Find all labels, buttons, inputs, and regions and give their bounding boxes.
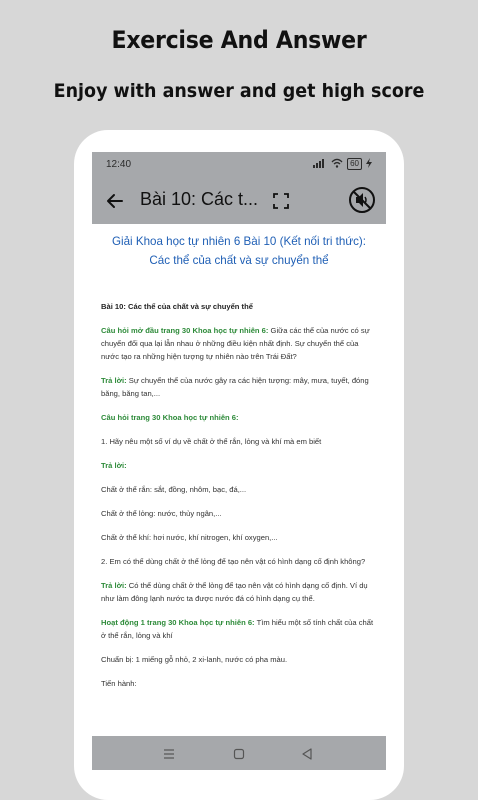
question-label: Câu hỏi mở đầu trang 30 Khoa học tự nhiên 6: — [101, 326, 269, 335]
question-1: 1. Hãy nêu một số ví dụ về chất ở thể rắn, lỏng và khí mà em biết — [101, 437, 322, 446]
promo-title: Exercise And Answer — [111, 26, 367, 54]
system-nav-bar — [92, 736, 386, 770]
app-bar — [92, 178, 386, 224]
article-content — [92, 224, 386, 736]
app-bar-title: Bài 10: Các t... — [140, 189, 259, 209]
phone-frame — [74, 130, 404, 800]
moon-icon[interactable] — [310, 191, 328, 209]
answer-opening — [101, 374, 377, 400]
preparation: Chuẩn bị: 1 miếng gỗ nhỏ, 2 xi-lanh, nước có pha màu. — [101, 655, 288, 664]
activity-text: Tìm hiểu một số tính chất của chất ở thể rắn, lỏng và khí — [101, 618, 374, 640]
mute-icon[interactable] — [348, 186, 376, 214]
back-arrow-icon[interactable] — [104, 190, 126, 212]
question-2: 2. Em có thể dùng chất ở thể lỏng để tạo nên vật có hình dạng cố định không? — [101, 557, 366, 566]
status-icons — [313, 158, 372, 170]
answer-text: Có thể dùng chất ở thể lỏng để tạo nên vật có hình dạng cố định. Ví dụ như làm đông lạnh nước ta được nước đá có hình dạng cụ thể. — [101, 581, 368, 603]
charging-icon — [366, 158, 372, 170]
answer-gas: Chất ở thể khí: hơi nước, khí nitrogen, khí oxygen,... — [101, 533, 278, 542]
answer-solid: Chất ở thể rắn: sắt, đồng, nhôm, bạc, đá,... — [101, 485, 247, 494]
article-body — [101, 300, 377, 690]
answer-label: Trả lời: — [101, 461, 127, 470]
question-text: Giữa các thể của nước có sự chuyển đổi qua lại lẫn nhau ở những điều kiện nhất định. Sự chuyển thể của nước tạo ra những hiện tượng tự nhiên nào trên Trái Đất? — [101, 326, 370, 361]
signal-icon — [313, 158, 327, 170]
article-title: Giải Khoa học tự nhiên 6 Bài 10 (Kết nối tri thức): Các thể của chất và sự chuyển thể — [112, 235, 366, 267]
status-bar — [92, 152, 386, 178]
activity-1 — [101, 616, 377, 642]
answer-label: Trả lời: — [101, 581, 127, 590]
procedure: Tiến hành: — [101, 679, 137, 688]
phone-screen — [92, 152, 386, 770]
answer-2 — [101, 579, 377, 605]
back-triangle-icon[interactable] — [300, 746, 314, 760]
battery-icon: 60 — [347, 158, 362, 170]
wifi-icon — [331, 158, 343, 170]
question-opening — [101, 324, 377, 363]
section-heading: Câu hỏi trang 30 Khoa học tự nhiên 6: — [101, 413, 239, 422]
activity-label: Hoạt động 1 trang 30 Khoa học tự nhiên 6: — [101, 618, 255, 627]
answer-text: Sự chuyển thể của nước gây ra các hiện tượng: mây, mưa, tuyết, đóng băng, băng tan,... — [101, 376, 369, 398]
status-time: 12:40 — [106, 159, 132, 170]
answer-label: Trả lời: — [101, 376, 127, 385]
promo-subtitle: Enjoy with answer and get high score — [53, 80, 425, 102]
menu-icon[interactable] — [162, 746, 176, 760]
article-heading: Bài 10: Các thể của chất và sự chuyển thể — [101, 302, 253, 311]
home-icon[interactable] — [232, 746, 246, 760]
fullscreen-icon[interactable] — [273, 193, 289, 209]
answer-liquid: Chất ở thể lỏng: nước, thủy ngân,... — [101, 509, 222, 518]
